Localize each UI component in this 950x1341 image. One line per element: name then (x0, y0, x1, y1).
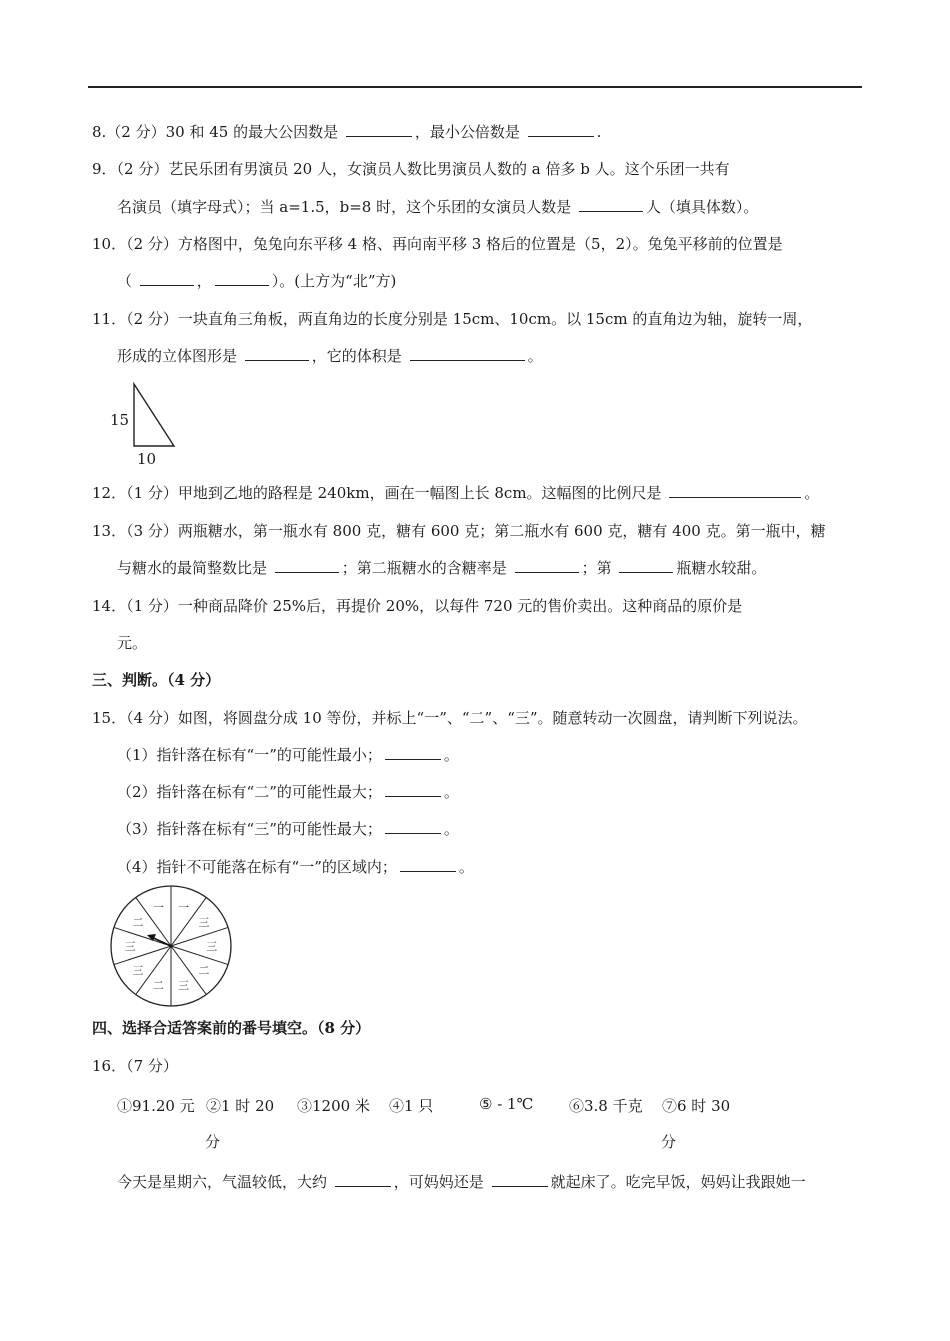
question-13-line2: 与糖水的最简整数比是 ；第二瓶糖水的含糖率是 ；第 瓶糖水较甜。 (117, 559, 767, 577)
option-6: ⑥3.8 千克 (569, 1097, 643, 1115)
sector-divider (171, 946, 228, 965)
sector-label: 一 (178, 901, 190, 915)
statement-4: （4）指针不可能落在标有“一”的区域内； 。 (117, 858, 474, 876)
answer-blank[interactable] (385, 819, 441, 834)
answer-blank[interactable] (669, 483, 801, 498)
option-3: ③1200 米 (297, 1097, 370, 1115)
sector-label: 三 (178, 978, 190, 992)
answer-blank[interactable] (410, 346, 525, 361)
answer-blank[interactable] (515, 558, 579, 573)
question-10-line1: 10．（2 分）方格图中，兔兔向东平移 4 格、再向南平移 3 格后的位置是（5，2）。兔兔平移前的位置是 (92, 235, 783, 253)
header-rule (88, 86, 862, 88)
answer-blank[interactable] (619, 558, 673, 573)
sector-label: 三 (206, 940, 218, 953)
sector-label: 三 (132, 963, 144, 977)
answer-blank[interactable] (245, 346, 309, 361)
question-15-line1: 15．（4 分）如图，将圆盘分成 10 等份，并标上“一”、“二”、“三”。随意转动一次圆盘，请判断下列说法。 (92, 709, 808, 727)
question-14-line2: 元。 (117, 634, 148, 652)
sector-divider (114, 927, 171, 946)
question-16-passage: 今天是星期六，气温较低，大约 ，可妈妈还是 就起床了。吃完早饭，妈妈让我跟她一 (117, 1173, 806, 1191)
answer-blank[interactable] (579, 197, 643, 212)
statement-1: （1）指针落在标有“一”的可能性最小； 。 (117, 746, 459, 764)
option-2: ②1 时 20 (206, 1097, 275, 1115)
section-4-heading: 四、选择合适答案前的番号填空。（8 分） (92, 1019, 371, 1037)
question-12: 12．（1 分）甲地到乙地的路程是 240km，画在一幅图上长 8cm。这幅图的比例尺是 。 (92, 484, 820, 502)
question-9-line2: 名演员（填字母式）；当 a=1.5，b=8 时，这个乐团的女演员人数是 人（填具体数）。 (117, 198, 759, 216)
sector-label: 二 (198, 963, 210, 977)
answer-blank[interactable] (492, 1172, 548, 1187)
sector-label: 二 (152, 978, 164, 992)
question-11-line1: 11．（2 分）一块直角三角板，两直角边的长度分别是 15cm、10cm。以 15cm 的直角边为轴，旋转一周， (92, 310, 813, 328)
statement-2: （2）指针落在标有“二”的可能性最大； 。 (117, 783, 459, 801)
answer-blank[interactable] (215, 271, 269, 286)
statement-3: （3）指针落在标有“三”的可能性最大； 。 (117, 820, 459, 838)
option-5: ⑤ - 1℃ (479, 1095, 534, 1113)
question-14-line1: 14．（1 分）一种商品降价 25%后，再提价 20%，以每件 720 元的售价卖出。这种商品的原价是 (92, 597, 743, 615)
answer-blank[interactable] (346, 122, 412, 137)
answer-blank[interactable] (385, 745, 441, 760)
question-9-line1: 9．（2 分）艺民乐团有男演员 20 人，女演员人数比男演员人数的 a 倍多 b 人。这个乐团一共有 (92, 160, 730, 178)
sector-divider (114, 946, 171, 965)
answer-blank[interactable] (385, 782, 441, 797)
option-1: ①91.20 元 (117, 1097, 195, 1115)
question-11-line2: 形成的立体图形是 ，它的体积是 。 (117, 347, 543, 365)
triangle-base-label: 10 (137, 450, 157, 468)
question-16-title: 16．（7 分） (92, 1057, 178, 1075)
sector-divider (171, 927, 228, 946)
spinner-disc-figure (108, 883, 234, 1009)
option-4: ④1 只 (389, 1097, 434, 1115)
question-8: 8.（2 分）30 和 45 的最大公因数是 ，最小公倍数是 . (92, 123, 602, 141)
section-3-heading: 三、判断。（4 分） (92, 671, 221, 689)
right-triangle-figure (128, 382, 178, 450)
option-7-unit: 分 (661, 1133, 677, 1151)
option-2-unit: 分 (205, 1133, 221, 1151)
answer-blank[interactable] (400, 857, 456, 872)
answer-blank[interactable] (275, 558, 339, 573)
sector-label: 三 (198, 916, 210, 930)
sector-label: 三 (124, 940, 136, 953)
sector-label: 一 (152, 901, 164, 915)
triangle-side-label: 15 (110, 411, 130, 429)
sector-label: 二 (132, 916, 144, 930)
answer-blank[interactable] (528, 122, 594, 137)
question-10-line2: （ ， ）。(上方为“北”方) (117, 272, 397, 290)
question-13-line1: 13．（3 分）两瓶糖水，第一瓶水有 800 克，糖有 600 克；第二瓶水有 600 克，糖有 400 克。第一瓶中，糖 (92, 522, 826, 540)
answer-blank[interactable] (140, 271, 194, 286)
option-7: ⑦6 时 30 (662, 1097, 731, 1115)
answer-blank[interactable] (335, 1172, 391, 1187)
